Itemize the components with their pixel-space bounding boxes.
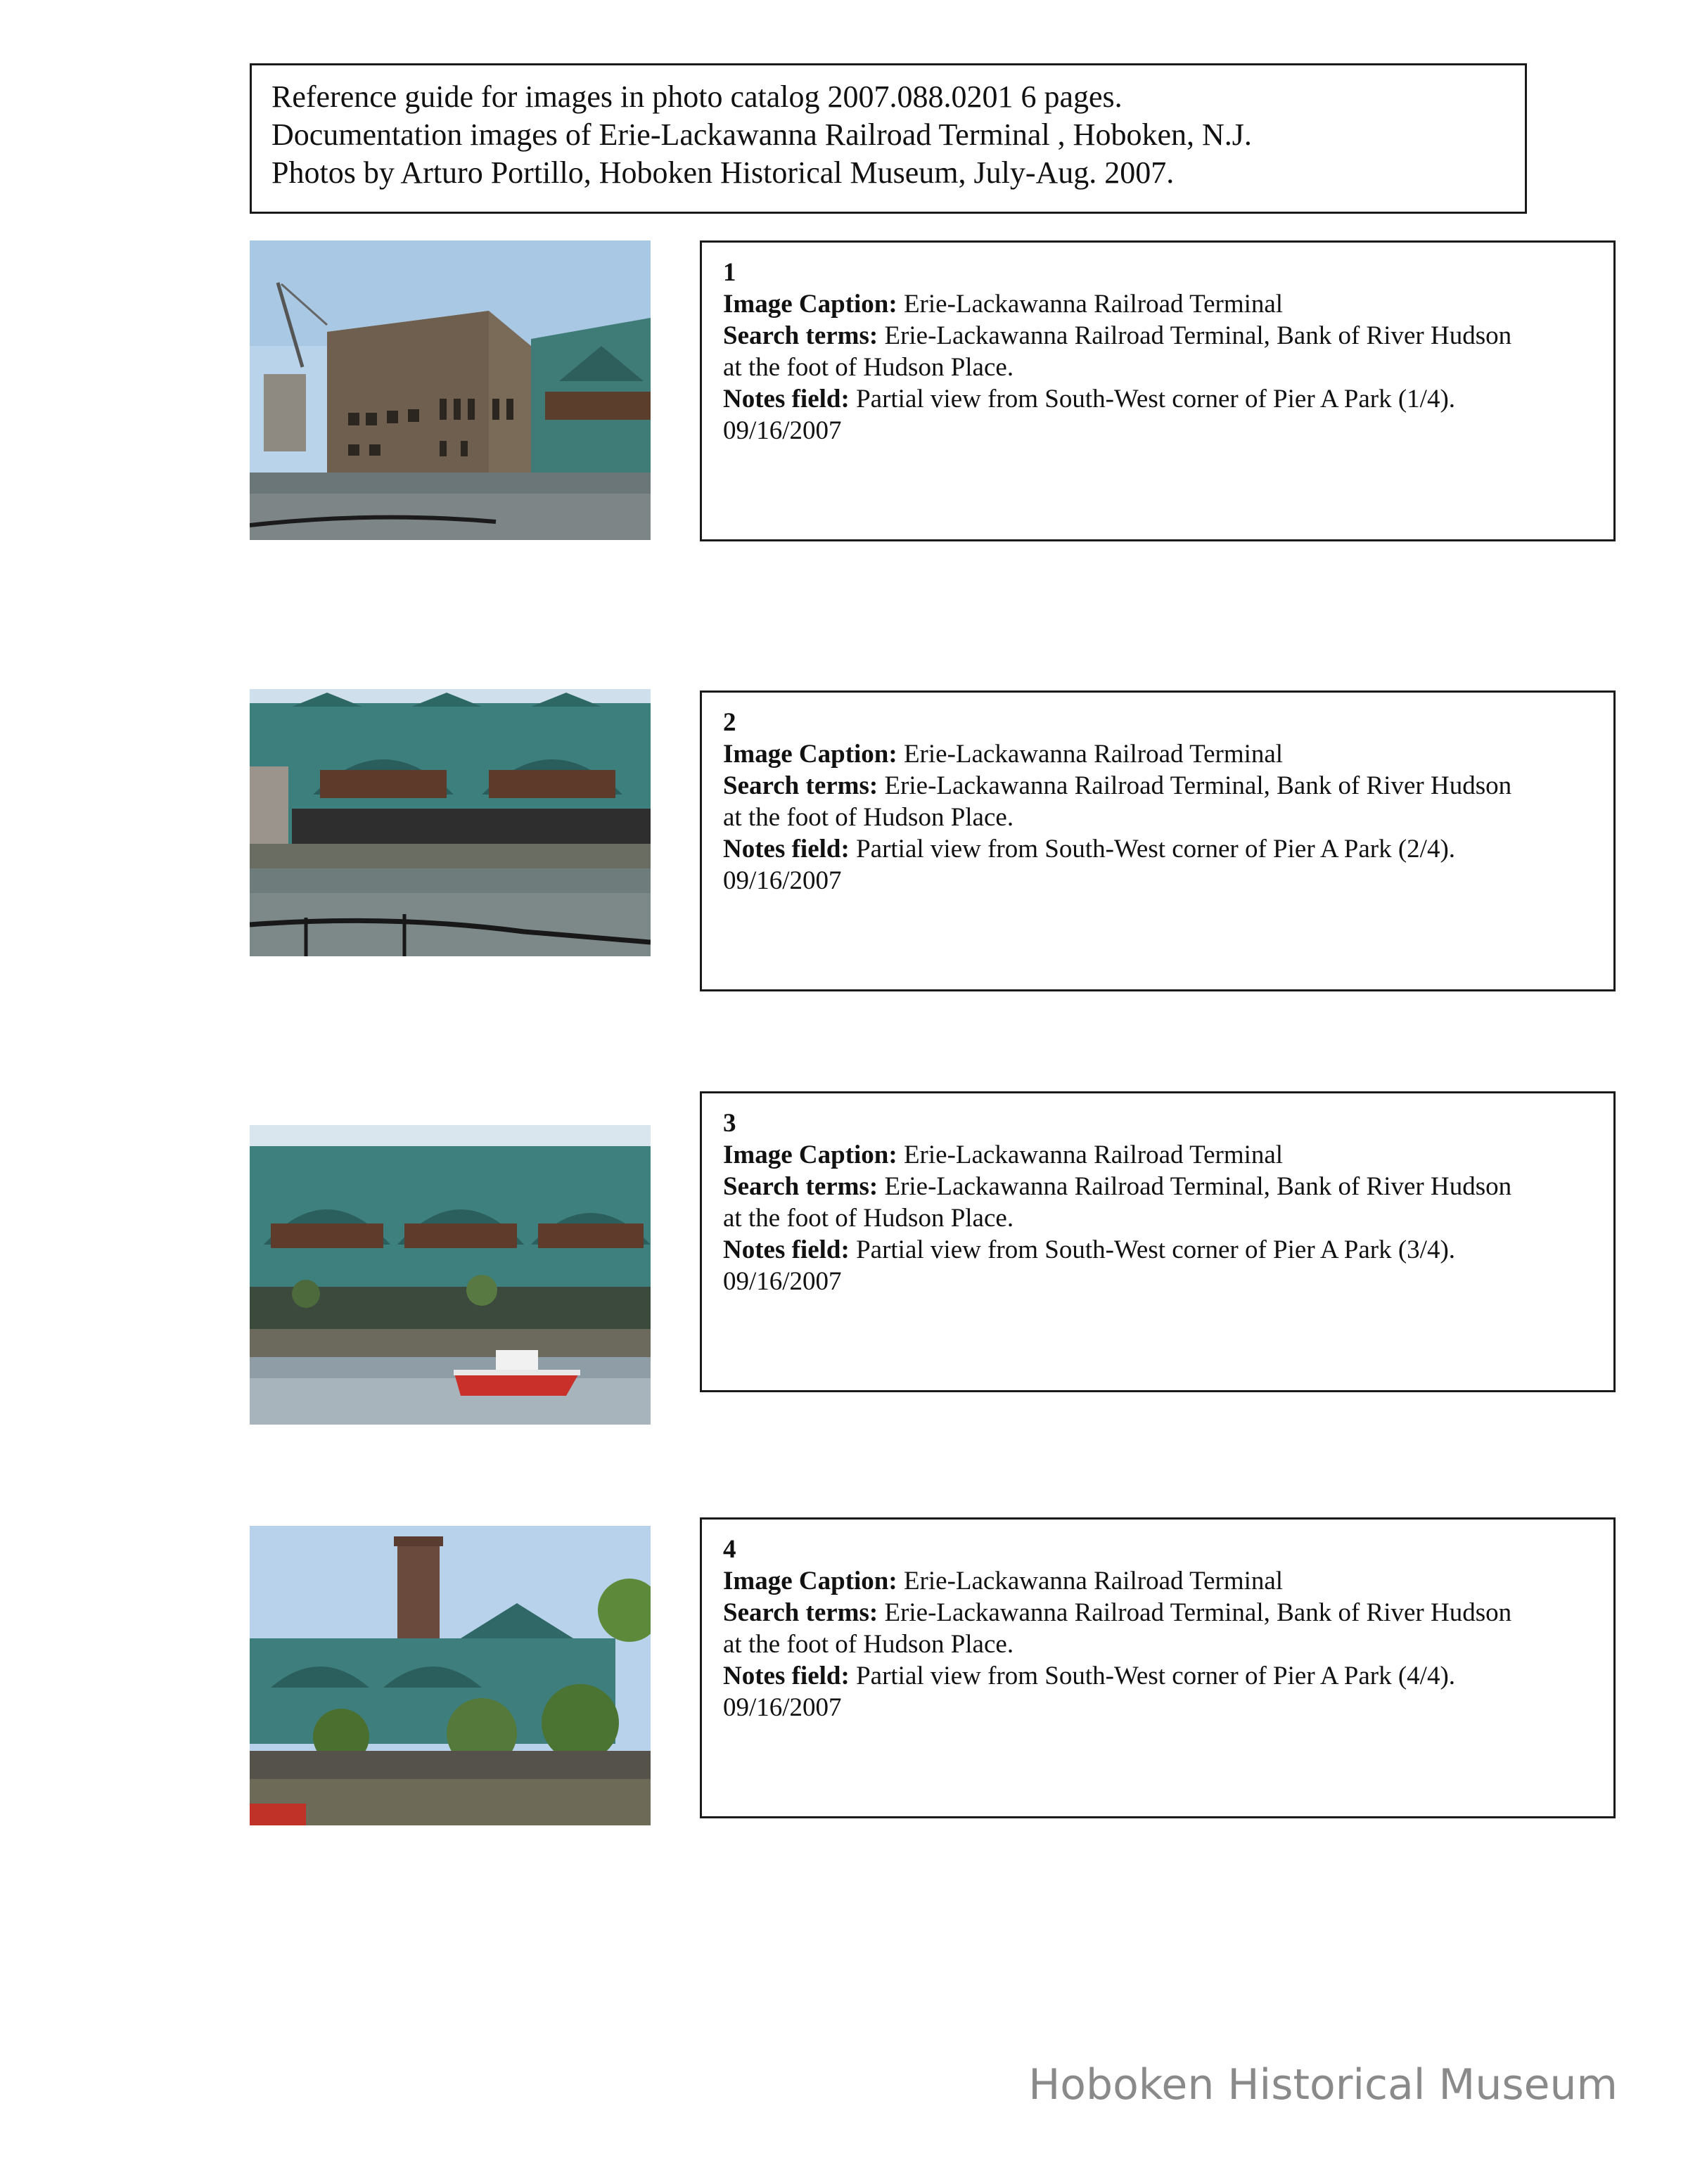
terminal-photo-4 <box>250 1526 651 1825</box>
caption-value: Erie-Lackawanna Railroad Terminal <box>903 740 1284 769</box>
terminal-photo-3 <box>250 1125 651 1425</box>
search-line-continued: at the foot of Hudson Place. <box>723 803 1014 832</box>
search-line-continued: at the foot of Hudson Place. <box>723 353 1014 382</box>
search-label: Search terms: <box>723 321 878 350</box>
caption-box-2 <box>700 690 1616 991</box>
date-line: 09/16/2007 <box>723 1693 842 1722</box>
entry-number: 4 <box>723 1535 736 1564</box>
caption-label: Image Caption: <box>723 1141 897 1169</box>
caption-label: Image Caption: <box>723 740 897 769</box>
date-line: 09/16/2007 <box>723 1267 842 1296</box>
search-label: Search terms: <box>723 771 878 800</box>
date-line: 09/16/2007 <box>723 416 842 445</box>
entry-number: 2 <box>723 708 736 737</box>
caption-line <box>723 288 1592 320</box>
photo-4 <box>250 1526 651 1825</box>
catalog-header <box>250 63 1527 214</box>
search-line <box>723 320 1592 352</box>
notes-label: Notes field: <box>723 835 850 863</box>
notes-label: Notes field: <box>723 385 850 413</box>
search-line-continued: at the foot of Hudson Place. <box>723 1204 1014 1233</box>
caption-line <box>723 1565 1592 1597</box>
search-value: Erie-Lackawanna Railroad Terminal, Bank of River Hudson <box>884 1598 1512 1627</box>
notes-value: Partial view from South-West corner of Pier A Park (2/4). <box>856 835 1456 863</box>
search-label: Search terms: <box>723 1172 878 1201</box>
notes-value: Partial view from South-West corner of Pier A Park (4/4). <box>856 1662 1456 1690</box>
notes-line <box>723 833 1592 865</box>
notes-value: Partial view from South-West corner of Pier A Park (1/4). <box>856 385 1456 413</box>
caption-value: Erie-Lackawanna Railroad Terminal <box>903 290 1284 319</box>
notes-line <box>723 1234 1592 1266</box>
notes-label: Notes field: <box>723 1235 850 1264</box>
search-line <box>723 1597 1592 1629</box>
caption-line <box>723 1139 1592 1171</box>
caption-box-4 <box>700 1517 1616 1818</box>
search-value: Erie-Lackawanna Railroad Terminal, Bank of River Hudson <box>884 1172 1512 1201</box>
notes-value: Partial view from South-West corner of Pier A Park (3/4). <box>856 1235 1456 1264</box>
caption-value: Erie-Lackawanna Railroad Terminal <box>903 1567 1284 1595</box>
caption-label: Image Caption: <box>723 290 897 319</box>
notes-line <box>723 1660 1592 1692</box>
search-line <box>723 770 1592 802</box>
search-value: Erie-Lackawanna Railroad Terminal, Bank of River Hudson <box>884 771 1512 800</box>
header-line-1: Reference guide for images in photo catalog 2007.088.0201 6 pages. <box>271 79 1123 114</box>
terminal-photo-2 <box>250 689 651 956</box>
museum-watermark: Hoboken Historical Museum <box>1028 2060 1618 2109</box>
search-label: Search terms: <box>723 1598 878 1627</box>
caption-label: Image Caption: <box>723 1567 897 1595</box>
header-line-3: Photos by Arturo Portillo, Hoboken Historical Museum, July-Aug. 2007. <box>271 155 1175 190</box>
notes-label: Notes field: <box>723 1662 850 1690</box>
caption-box-3 <box>700 1091 1616 1392</box>
notes-line <box>723 383 1592 415</box>
photo-1 <box>250 240 651 540</box>
search-line <box>723 1171 1592 1202</box>
caption-value: Erie-Lackawanna Railroad Terminal <box>903 1141 1284 1169</box>
terminal-photo-1 <box>250 240 651 540</box>
photo-3 <box>250 1125 651 1425</box>
entry-number: 3 <box>723 1109 736 1138</box>
caption-box-1 <box>700 240 1616 541</box>
date-line: 09/16/2007 <box>723 866 842 895</box>
entry-number: 1 <box>723 258 736 287</box>
search-value: Erie-Lackawanna Railroad Terminal, Bank of River Hudson <box>884 321 1512 350</box>
header-line-2: Documentation images of Erie-Lackawanna Railroad Terminal , Hoboken, N.J. <box>271 117 1252 152</box>
caption-line <box>723 738 1592 770</box>
search-line-continued: at the foot of Hudson Place. <box>723 1630 1014 1659</box>
photo-2 <box>250 689 651 956</box>
